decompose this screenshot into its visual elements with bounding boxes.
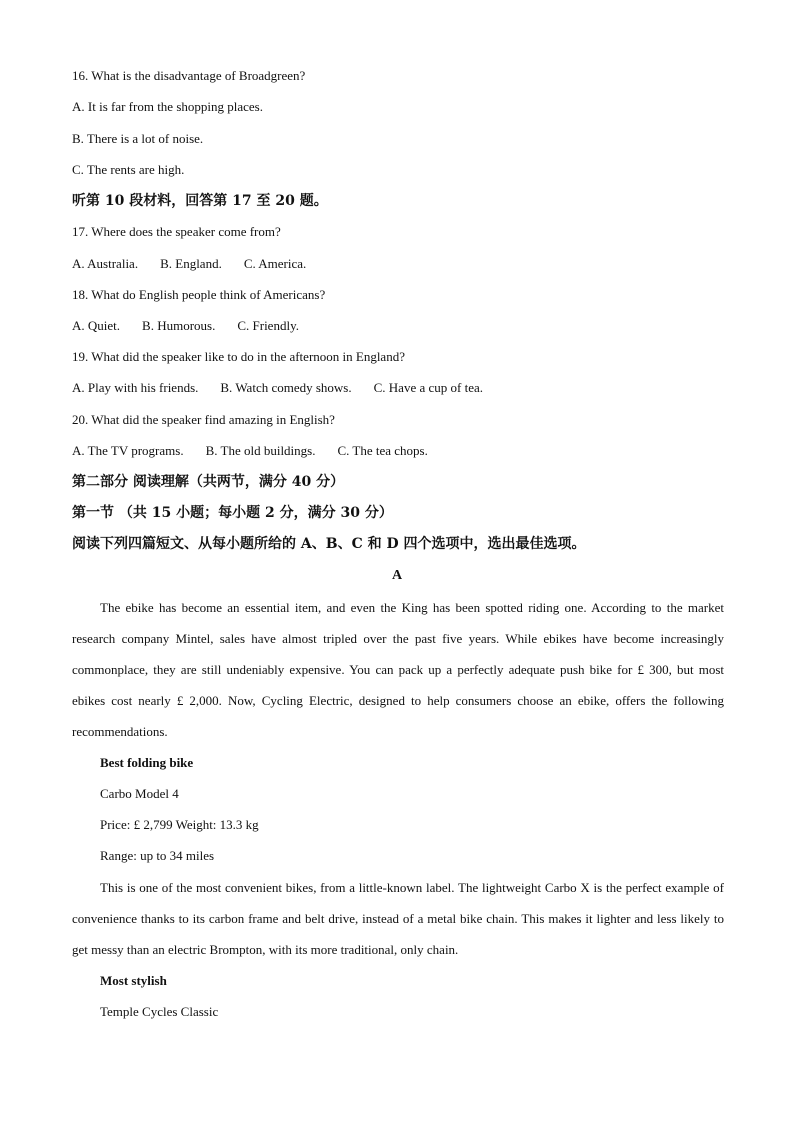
question-stem: 19. What did the speaker like to do in the afternoon in England? bbox=[72, 349, 405, 364]
passage-paragraph bbox=[72, 872, 724, 965]
option-a: A. The TV programs. bbox=[72, 443, 184, 458]
passage-title: A bbox=[391, 568, 403, 583]
instructions: 阅读下列四篇短文、从每小题所给的 A、B、C 和 D 四个选项中，选出最佳选项。 bbox=[72, 536, 586, 552]
subheading-best-folding: Best folding bike bbox=[100, 755, 194, 770]
option-b: B. There is a lot of noise. bbox=[72, 131, 204, 146]
option-c: C. The tea chops. bbox=[337, 443, 428, 458]
model-name: Temple Cycles Classic bbox=[100, 1004, 219, 1019]
subheading-most-stylish: Most stylish bbox=[100, 973, 167, 988]
option-b: B. The old buildings. bbox=[205, 443, 316, 458]
passage-paragraph bbox=[72, 592, 724, 747]
option-a: A. Quiet. bbox=[72, 318, 121, 333]
paragraph-text: The ebike has become an essential item, and even the King has been spotted riding one. According to the market research company Mintel, sales have almost tripled over the past five years. While ebikes have become increasingly commonplace, they are still undeniably expensive. You can pack up a perfectly adequate push bike for £ 300, but most ebikes cost nearly £ 2,000. Now, Cycling Electric, designed to help consumers choose an ebike, offers the following recommendations. bbox=[72, 600, 724, 739]
option-a: A. Play with his friends. bbox=[72, 380, 199, 395]
question-stem: 17. Where does the speaker come from? bbox=[72, 224, 281, 239]
options-row bbox=[72, 256, 306, 272]
paragraph-text: This is one of the most convenient bikes, from a little-known label. The lightweight Carbo X is the perfect example of convenience thanks to its carbon frame and belt drive, instead of a metal bike chain. This makes it lighter and less likely to get messy than an electric Brompton, with its more traditional, only chain. bbox=[72, 880, 724, 957]
option-b: B. Watch comedy shows. bbox=[220, 380, 352, 395]
model-name: Carbo Model 4 bbox=[100, 786, 179, 801]
option-a: A. It is far from the shopping places. bbox=[72, 99, 263, 114]
section-heading: 听第 10 段材料，回答第 17 至 20 题。 bbox=[72, 193, 328, 209]
question-stem: 20. What did the speaker find amazing in English? bbox=[72, 412, 335, 427]
option-b: B. England. bbox=[160, 256, 222, 271]
option-c: C. Friendly. bbox=[237, 318, 299, 333]
option-c: C. Have a cup of tea. bbox=[373, 380, 483, 395]
part-heading: 第二部分 阅读理解（共两节，满分 40 分） bbox=[72, 474, 345, 490]
section-heading: 第一节 （共 15 小题；每小题 2 分，满分 30 分） bbox=[72, 505, 393, 521]
question-stem: 18. What do English people think of Americans? bbox=[72, 287, 326, 302]
options-row bbox=[72, 318, 299, 334]
question-stem: 16. What is the disadvantage of Broadgreen? bbox=[72, 68, 306, 83]
price-weight: Price: £ 2,799 Weight: 13.3 kg bbox=[100, 817, 259, 832]
option-c: C. America. bbox=[243, 256, 307, 271]
options-row bbox=[72, 380, 483, 396]
option-b: B. Humorous. bbox=[142, 318, 216, 333]
option-a: A. Australia. bbox=[72, 256, 139, 271]
options-row bbox=[72, 443, 428, 459]
range: Range: up to 34 miles bbox=[100, 848, 215, 863]
option-c: C. The rents are high. bbox=[72, 162, 185, 177]
